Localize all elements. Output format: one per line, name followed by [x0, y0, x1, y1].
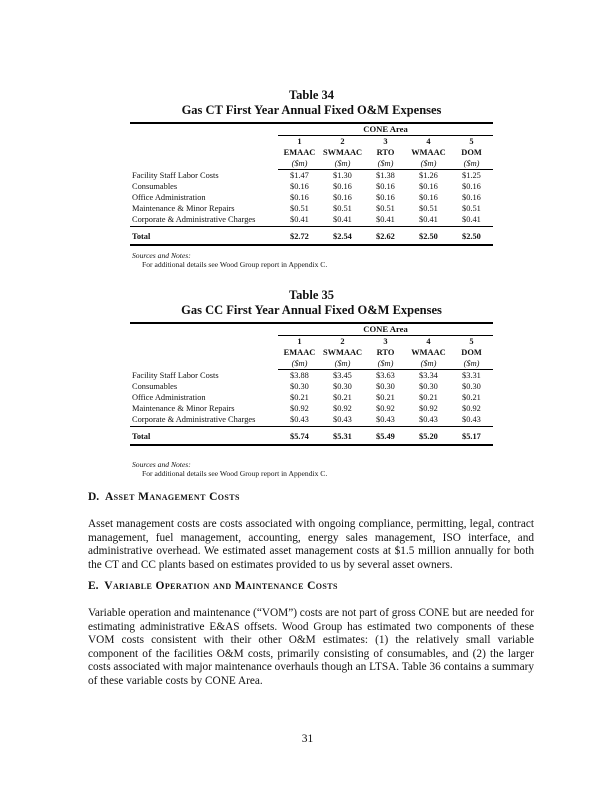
col-number: 5: [469, 137, 474, 146]
cell-value: $0.92: [462, 404, 481, 413]
total-value: $2.54: [321, 227, 364, 246]
cell-value: $0.21: [376, 393, 395, 402]
table-35: [130, 288, 493, 446]
col-name: RTO: [376, 348, 395, 357]
cell-value: $1.26: [419, 171, 438, 180]
col-name: DOM: [461, 348, 482, 357]
total-value: $2.50: [407, 227, 450, 246]
cell-value: $0.16: [419, 193, 438, 202]
section-letter: D.: [88, 491, 100, 503]
cell-value: $0.16: [419, 182, 438, 191]
total-row: [130, 427, 493, 446]
cell-value: $0.51: [419, 204, 438, 213]
col-unit: ($m): [278, 158, 321, 170]
section-title: Asset Management Costs: [104, 491, 240, 503]
cell-value: $3.34: [419, 371, 438, 380]
cell-value: $0.41: [290, 215, 309, 224]
cell-value: $0.30: [462, 382, 481, 391]
table-row: [130, 170, 493, 182]
cell-value: $1.38: [376, 171, 395, 180]
total-label: Total: [130, 227, 278, 246]
cell-value: $0.92: [290, 404, 309, 413]
cell-value: $0.16: [462, 193, 481, 202]
cell-value: $0.41: [333, 215, 352, 224]
cone-area-header: CONE Area: [278, 323, 493, 336]
col-number: 4: [426, 137, 431, 146]
total-row: [130, 227, 493, 246]
row-label: Facility Staff Labor Costs: [132, 170, 219, 180]
cell-value: $0.30: [333, 382, 352, 391]
section-letter: E.: [88, 580, 99, 592]
col-number: 2: [340, 137, 345, 146]
col-number: 1: [297, 337, 302, 346]
notes-text: For additional details see Wood Group report in Appendix C.: [142, 469, 328, 478]
col-number: 3: [383, 337, 388, 346]
row-label: Maintenance & Minor Repairs: [132, 204, 235, 213]
cell-value: $0.21: [462, 393, 481, 402]
cell-value: $0.21: [290, 393, 309, 402]
col-number: 2: [340, 337, 345, 346]
section-title: Variable Operation and Maintenance Costs: [104, 580, 338, 592]
table-row: [130, 392, 493, 403]
cell-value: $1.25: [462, 171, 481, 180]
total-value: $2.50: [450, 227, 493, 246]
table-row: [130, 192, 493, 203]
cell-value: $0.51: [462, 204, 481, 213]
col-name: WMAAC: [411, 348, 446, 357]
fixed-om-table: [130, 122, 493, 246]
section-e-paragraph: Variable operation and maintenance (“VOM”) costs are not part of gross CONE but are needed for estimating administrative E&AS offsets. Wood Group has estimated two components of these VOM costs consistent with their other O&M estimates: (1) the relatively small variable component of the facilities O&M costs, primarily consisting of consumables, and (2) the larger costs associated with major maintenance overhauls though an LTSA. Table 36 contains a summary of these variable costs by CONE Area.: [88, 607, 534, 687]
table-row: [130, 203, 493, 214]
notes-heading: Sources and Notes:: [132, 460, 191, 469]
table-title: Gas CC First Year Annual Fixed O&M Expenses: [181, 303, 442, 317]
cell-value: $0.51: [333, 204, 352, 213]
cell-value: $0.51: [290, 204, 309, 213]
col-name: SWMAAC: [323, 348, 363, 357]
col-unit: ($m): [450, 358, 493, 370]
cell-value: $0.41: [419, 215, 438, 224]
col-name: SWMAAC: [323, 148, 363, 157]
cell-value: $0.16: [290, 182, 309, 191]
table-title: Gas CT First Year Annual Fixed O&M Expenses: [181, 103, 442, 117]
cell-value: $0.30: [290, 382, 309, 391]
cell-value: $0.21: [419, 393, 438, 402]
total-value: $5.74: [278, 427, 321, 446]
cone-area-header: CONE Area: [278, 123, 493, 136]
row-label: Facility Staff Labor Costs: [132, 370, 219, 380]
cell-value: $0.16: [333, 182, 352, 191]
total-value: $2.72: [278, 227, 321, 246]
cell-value: $0.92: [376, 404, 395, 413]
cell-value: $0.43: [376, 415, 395, 424]
cell-value: $0.41: [462, 215, 481, 224]
col-unit: ($m): [321, 158, 364, 170]
col-unit: ($m): [450, 158, 493, 170]
table-row: [130, 370, 493, 382]
table-row: [130, 381, 493, 392]
cell-value: $1.30: [333, 171, 352, 180]
total-value: $2.62: [364, 227, 407, 246]
cell-value: $0.21: [333, 393, 352, 402]
cell-value: $0.92: [419, 404, 438, 413]
cell-value: $0.30: [376, 382, 395, 391]
fixed-om-table: [130, 322, 493, 446]
col-unit: ($m): [278, 358, 321, 370]
cell-value: $3.63: [376, 371, 395, 380]
cell-value: $0.16: [462, 182, 481, 191]
cell-value: $0.51: [376, 204, 395, 213]
table-label: Table 34: [288, 88, 335, 102]
cell-value: $0.41: [376, 215, 395, 224]
row-label: Office Administration: [132, 393, 206, 402]
cell-value: $0.43: [419, 415, 438, 424]
total-value: $5.20: [407, 427, 450, 446]
col-name: EMAAC: [283, 348, 316, 357]
col-number: 3: [383, 137, 388, 146]
cell-value: $0.92: [333, 404, 352, 413]
col-unit: ($m): [407, 358, 450, 370]
cell-value: $1.47: [290, 171, 309, 180]
table-label: Table 35: [288, 288, 335, 302]
col-unit: ($m): [364, 158, 407, 170]
row-label: Corporate & Administrative Charges: [132, 415, 256, 424]
table-row: [130, 403, 493, 414]
row-label: Maintenance & Minor Repairs: [132, 404, 235, 413]
col-unit: ($m): [364, 358, 407, 370]
cell-value: $3.31: [462, 371, 481, 380]
total-value: $5.49: [364, 427, 407, 446]
total-label: Total: [130, 427, 278, 446]
cell-value: $3.45: [333, 371, 352, 380]
total-value: $5.31: [321, 427, 364, 446]
col-number: 1: [297, 137, 302, 146]
cell-value: $0.16: [290, 193, 309, 202]
section-heading-d: [88, 491, 240, 503]
table-notes: [132, 251, 327, 269]
col-number: 5: [469, 337, 474, 346]
row-label: Consumables: [132, 182, 178, 191]
section-heading-e: [88, 580, 338, 592]
page-number: 31: [301, 733, 314, 745]
cell-value: $3.88: [290, 371, 309, 380]
cell-value: $0.43: [290, 415, 309, 424]
table-notes: [132, 460, 327, 478]
row-label: Corporate & Administrative Charges: [132, 215, 256, 224]
cell-value: $0.16: [333, 193, 352, 202]
table-34: [130, 88, 493, 246]
table-row: [130, 181, 493, 192]
row-label: Consumables: [132, 382, 178, 391]
table-row: [130, 214, 493, 227]
col-name: EMAAC: [283, 148, 316, 157]
table-row: [130, 414, 493, 427]
col-unit: ($m): [321, 358, 364, 370]
col-unit: ($m): [407, 158, 450, 170]
cell-value: $0.16: [376, 193, 395, 202]
col-name: RTO: [376, 148, 395, 157]
col-name: DOM: [461, 148, 482, 157]
cell-value: $0.43: [333, 415, 352, 424]
col-name: WMAAC: [411, 148, 446, 157]
cell-value: $0.30: [419, 382, 438, 391]
notes-text: For additional details see Wood Group report in Appendix C.: [142, 260, 328, 269]
total-value: $5.17: [450, 427, 493, 446]
cell-value: $0.43: [462, 415, 481, 424]
col-number: 4: [426, 337, 431, 346]
cell-value: $0.16: [376, 182, 395, 191]
section-d-paragraph: Asset management costs are costs associated with ongoing compliance, permitting, legal, contract management, fuel management, accounting, energy sales management, ISO interface, and administrative overhead. We estimated asset management costs at $1.5 million annually for both the CT and CC plants based on estimates provided to us by several asset owners.: [88, 518, 534, 571]
row-label: Office Administration: [132, 193, 206, 202]
notes-heading: Sources and Notes:: [132, 251, 191, 260]
